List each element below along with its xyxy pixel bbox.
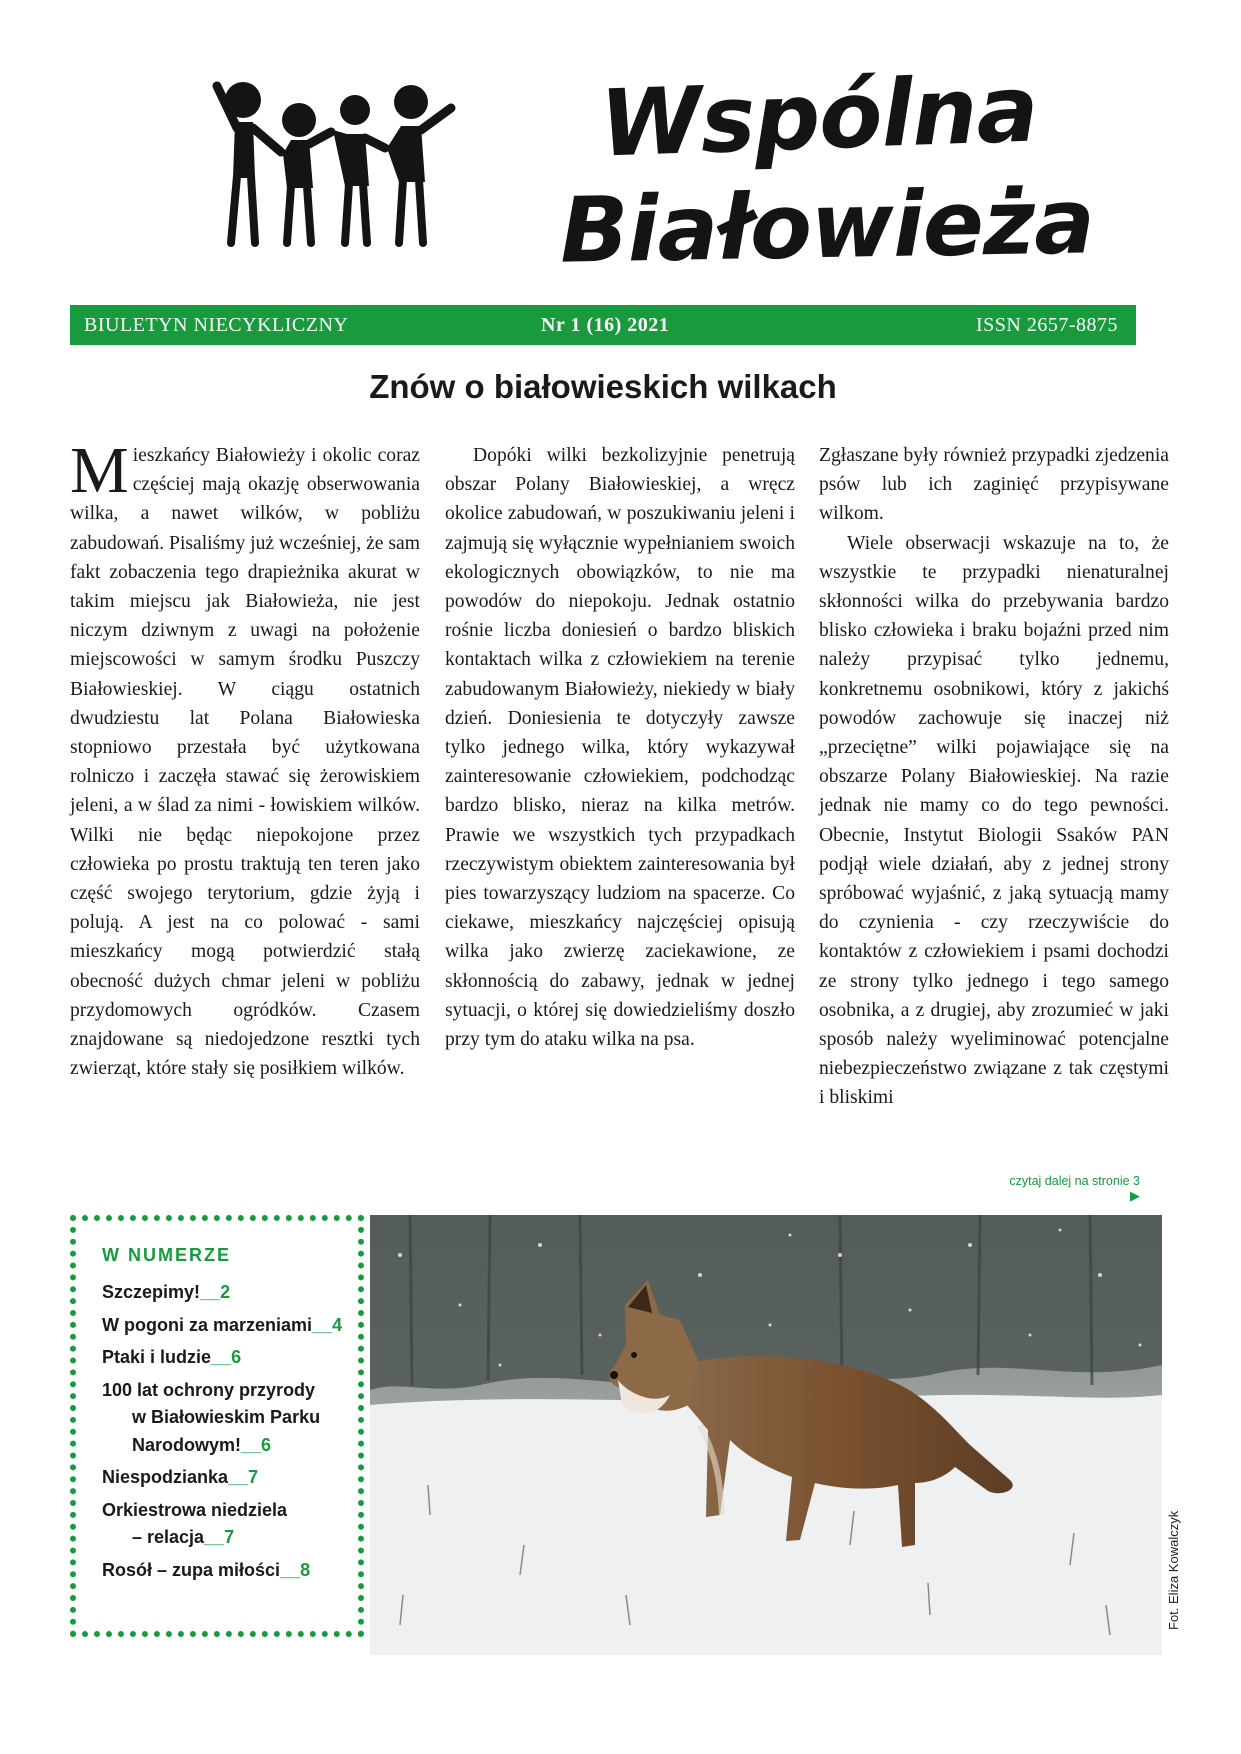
article-column-2 — [445, 441, 795, 1171]
column-2-text: Dopóki wilki bezkolizyjnie penetrują obszar Polany Białowieskiej, a wręcz okolice zabudowań, w poszukiwaniu jeleni i zajmują się wyłącznie wypełnianiem swoich ekologicznych obowiązków, to nie ma powodów do niepokoju. Jednak ostatnio rośnie liczba doniesień o bardzo bliskich kontaktach wilka z człowiekiem na terenie zabudowanym Białowieży, niekiedy w biały dzień. Doniesienia te dotyczyły zawsze tylko jednego wilka, który wykazywał zainteresowanie człowiekiem, podchodząc bardzo blisko, nieraz na kilka metrów. Prawie we wszystkich tych przypadkach rzeczywistym obiektem zainteresowania był pies towarzyszący ludziom na spacerze. Co ciekawe, mieszkańcy najczęściej opisują wilka jako zwierzę zaciekawione, ze skłonnością do zabawy, jednak w jednej sytuacji, o której się dowiedzieliśmy doszło przy tym do ataku wilka na psa. — [445, 445, 795, 1051]
toc-item-page: __ 7 — [228, 1467, 258, 1487]
toc-title: W NUMERZE — [102, 1245, 231, 1265]
issue-number: Nr 1 (16) 2021 — [541, 314, 670, 336]
toc-item-page: __ 2 — [200, 1282, 230, 1302]
issn: ISSN 2657-8875 — [975, 314, 1118, 336]
masthead-title-line1: Wspólna — [598, 55, 1040, 178]
toc-item-title: 100 lat ochrony przyrody — [102, 1379, 316, 1400]
toc-item[interactable] — [102, 1464, 352, 1492]
drop-cap: M — [70, 434, 129, 507]
toc-item[interactable] — [102, 1344, 352, 1372]
masthead — [0, 0, 1241, 300]
toc-item-title: W pogoni za marzeniami — [102, 1314, 313, 1335]
column-3-paragraph-2: Wiele obserwacji wskazuje na to, że wszystkie te przypadki nienaturalnej skłonności wilka do przebywania bardzo blisko człowieka i braku bojaźni przed nim należy przypisać tylko jednemu, konkretnemu osobnikowi, który z jakichś powodów zachowuje się inaczej niż „przeciętne” wilki pojawiające się na obszarze Polany Białowieskiej. Na razie jednak nie mamy co do tego pewności. Obecnie, Instytut Biologii Ssaków PAN podjął wiele działań, aby z jednej strony spróbować wyjaśnić, z jaką sytuacją mamy do czynienia - czy rzeczywiście do kontaktów z człowiekiem i psami dochodzi ze strony tylko jednego i tego samego osobnika, a z drugiej, aby zrozumieć w jaki sposób należy wyeliminować potencjalne niebezpieczeństwo związane z tak częstymi i bliskimi — [819, 532, 1169, 1109]
photo-credit: Fot. Eliza Kowalczyk — [1166, 1510, 1181, 1630]
column-3-paragraph-1: Zgłaszane były również przypadki zjedzenia psów lub ich zaginięć przypisywane wilkom. — [819, 445, 1169, 525]
toc-item-page: __ 8 — [280, 1560, 310, 1580]
toc-list — [102, 1279, 352, 1589]
triangle-right-icon: ▶ — [1130, 1188, 1140, 1203]
article-column-1 — [70, 434, 420, 1171]
toc-item[interactable] — [102, 1557, 352, 1585]
toc-item-title: Orkiestrowa niedziela — [102, 1499, 288, 1520]
toc-item-title-cont: w Białowieskim Parku Narodowym! — [132, 1407, 321, 1455]
issue-band — [70, 305, 1136, 345]
toc-item-title: Szczepimy! — [102, 1282, 201, 1302]
toc-item[interactable] — [102, 1497, 352, 1552]
article-column-3 — [819, 441, 1169, 1171]
column-1-text: ieszkańcy Białowieży i okolic coraz częściej mają okazję obserwowania wilka, a nawet wilków, w pobliżu zabudowań. Pisaliśmy już wcześniej, że sam fakt zobaczenia tego drapieżnika akurat w takim miejscu jak Białowieża, nie jest niczym dziwnym z uwagi na położenie miejscowości w samym środku Puszczy Białowieskiej. W ciągu ostatnich dwudziestu lat Polana Białowieska stopniowo przestała być użytkowana rolniczo i zaczęła stawać się żerowiskiem jeleni, a w ślad za nimi - łowiskiem wilków. Wilki nie będąc niepokojone przez człowieka po prostu traktują ten teren jako część swojego terytorium, gdzie żyją i polują. A jest na co polować - sami mieszkańcy mogą potwierdzić stałą obecność dużych chmar jeleni w pobliżu przydomowych ogródków. Czasem znajdowane są niedojedzone resztki tych zwierząt, które stały się posiłkiem wilków. — [70, 445, 420, 1080]
toc-item[interactable] — [102, 1377, 352, 1460]
wolf-in-snow-photo — [370, 1215, 1162, 1655]
in-this-issue-box — [70, 1215, 364, 1637]
toc-item-page: __ 6 — [241, 1435, 271, 1455]
toc-item-title-cont: – relacja — [132, 1527, 205, 1547]
people-figures-logo — [205, 78, 490, 248]
toc-item-title: Niespodzianka — [102, 1467, 229, 1487]
continue-link[interactable] — [1000, 1174, 1140, 1204]
toc-item-title: Rosół – zupa miłości — [102, 1559, 281, 1580]
toc-item[interactable] — [102, 1312, 352, 1340]
article-headline: Znów o białowieskich wilkach — [369, 368, 837, 405]
bulletin-type: BIULETYN NIECYKLICZNY — [84, 314, 349, 336]
toc-item-title: Ptaki i ludzie — [102, 1347, 212, 1367]
continue-text: czytaj dalej na stronie 3 — [1009, 1174, 1140, 1188]
masthead-title-line2: Białowieża — [559, 169, 1095, 284]
toc-item-page: __ 4 — [312, 1315, 342, 1335]
toc-item-page: __ 7 — [204, 1527, 234, 1547]
toc-item[interactable] — [102, 1279, 352, 1307]
toc-item-page: __ 6 — [211, 1347, 241, 1367]
masthead-title — [559, 55, 1120, 284]
